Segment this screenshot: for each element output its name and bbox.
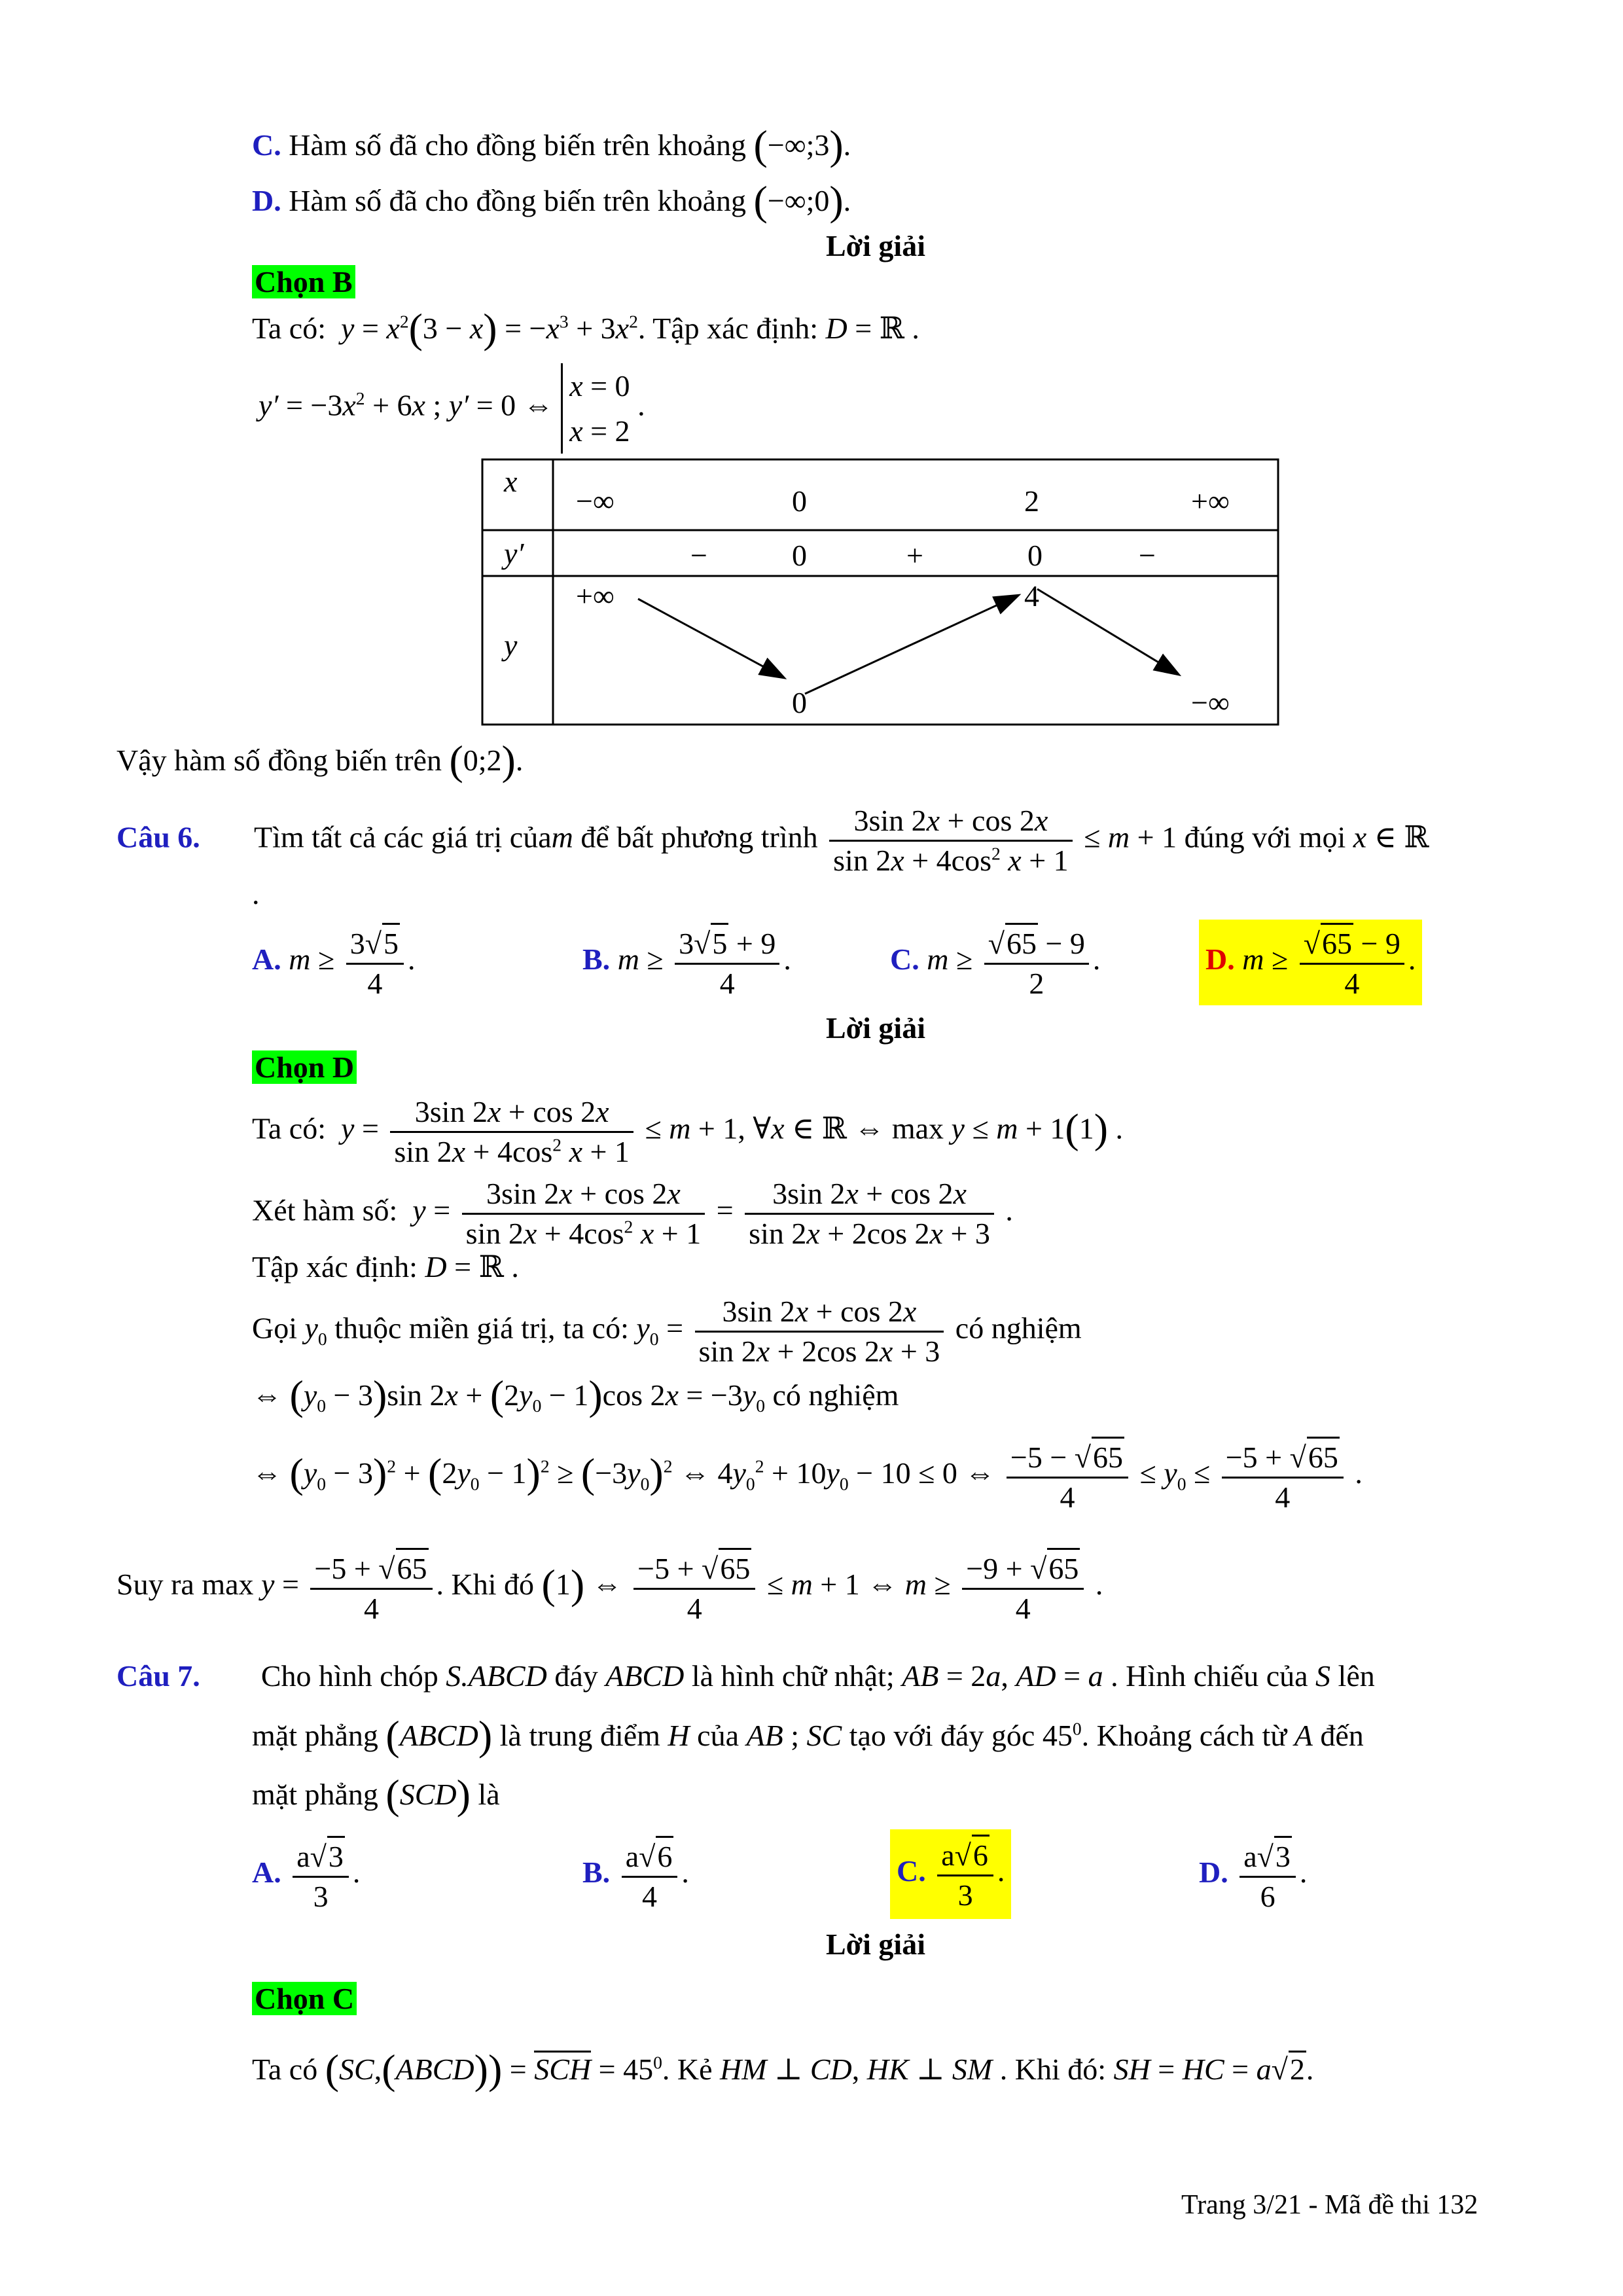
q6-stem: Câu 6. Tìm tất cả các giá trị củam để bất phương trình $\frac{3\sin 2x + \cos 2x}{\sin 2x + 4\cos^2 x + 1}$ ≤ m + 1 đúng với mọi x ∈ ℝ — [116, 802, 1429, 879]
q7-stem-line-1: Câu 7. Cho hình chóp S.ABCD đáy ABCD là hình chữ nhật; AB = 2a, AD = a . Hình chiếu của S lên — [116, 1659, 1375, 1693]
table-yp-value: − — [1139, 539, 1156, 572]
q5-line-1: Ta có: $y = x^2(3 - x) = -x^3 + 3x^2$. Tập xác định: D = ℝ . — [252, 305, 919, 351]
q6-solution-line-3: Tập xác định: D = ℝ . — [252, 1250, 519, 1283]
arrow-decreasing-2 — [1037, 589, 1178, 674]
q6-option-b: B. m ≥ $\frac{3√5 + 9}{4}$ . — [582, 923, 791, 1002]
q6-solution-title: Lời giải — [826, 1011, 925, 1045]
q6-solution-line-4: Gọi $y_0$ thuộc miền giá trị, ta có: $y_0$ = $\frac{3\sin 2x + \cos 2x}{\sin 2x + 2\cos 2x + 3}$ có nghiệm — [252, 1293, 1082, 1370]
table-y-value: −∞ — [1191, 686, 1230, 719]
table-x-value: −∞ — [576, 484, 615, 518]
table-x-label: x — [504, 465, 518, 498]
table-y-value: +∞ — [576, 579, 615, 613]
q7-option-c-correct: C. $\frac{a√6}{3}$ . — [890, 1829, 1011, 1919]
q6-option-c: C. m ≥ $\frac{√65 - 9}{2}$ . — [890, 923, 1100, 1002]
q6-choice-badge: Chọn D — [252, 1050, 357, 1085]
q6-stem-period: . — [252, 877, 260, 910]
q5-line-2: $y' = -3x^2 + 6x$ ; y′ = 0 ⇔ x = 0 x = 2 . — [259, 363, 645, 454]
q6-solution-line-5: ⇔ $(y_0 - 3)\sin$ $2x + (2y_0 - 1)\cos$ $2x = -3y_0$ có nghiệm — [252, 1372, 899, 1418]
q6-solution-line-1: Ta có: y = $\frac{3\sin 2x + \cos 2x}{\sin 2x + 4\cos^2 x + 1}$ ≤ m + 1, ∀x ∈ ℝ ⇔ max y ≤ m + 1(1) . — [252, 1093, 1123, 1170]
q7-solution-line-1: Ta có (SC,(ABCD)) = SCH = $45^0$. Kẻ HM ⊥ CD, HK ⊥ SM . Khi đó: SH = HC = a√2. — [252, 2046, 1314, 2092]
q5-solution-title: Lời giải — [826, 229, 925, 262]
arrow-increasing — [805, 596, 1018, 694]
table-yp-label: y′ — [504, 537, 524, 570]
q7-option-a: A. $\frac{a√3}{3}$ . — [252, 1836, 360, 1915]
q5-option-c: C. Hàm số đã cho đồng biến trên khoảng (−∞;3). — [252, 122, 851, 168]
q6-solution-line-2: Xét hàm số: y = $\frac{3\sin 2x + \cos 2x}{\sin 2x + 4\cos^2 x + 1}$ = $\frac{3\sin 2x + \cos 2x}{\sin 2x + 2\cos 2x + 3}$ . — [252, 1175, 1013, 1252]
q7-choice-badge: Chọn C — [252, 1982, 357, 2017]
page-footer: Trang 3/21 - Mã đề thi 132 — [1181, 2190, 1478, 2220]
q5-option-d: D. Hàm số đã cho đồng biến trên khoảng (−∞;0). — [252, 177, 851, 224]
table-y-value: 0 — [792, 686, 807, 719]
table-yp-value: − — [690, 539, 707, 572]
q7-stem-line-3: mặt phẳng (SCD) là — [252, 1771, 500, 1818]
table-x-value: 0 — [792, 484, 807, 518]
arrow-decreasing-1 — [638, 599, 783, 677]
q7-solution-title: Lời giải — [826, 1928, 925, 1961]
q6-solution-line-6: ⇔ $(y_0 - 3)^2 + (2y_0 - 1)^2 \ge (-3y_0)^2$ ⇔ $4y_0^2 + 10y_0 - 10 \le 0$ ⇔ $\frac{-5 - √65}{4}$ ≤ $y_0$ ≤ $\frac{-5 + √65}{4}$ . — [252, 1437, 1363, 1516]
q6-solution-line-7: Suy ra max y = $\frac{-5 + √65}{4}$ . Khi đó (1) ⇔ $\frac{-5 + √65}{4}$ ≤ m + 1 ⇔ m ≥ $\frac{-9 + √65}{4}$ . — [116, 1548, 1103, 1627]
table-x-value: 2 — [1024, 484, 1039, 518]
q5-conclusion: Vậy hàm số đồng biến trên (0;2). — [116, 737, 524, 783]
table-y-label: y — [504, 628, 518, 662]
q7-option-b: B. $\frac{a√6}{4}$ . — [582, 1836, 689, 1915]
table-yp-value: + — [906, 539, 923, 572]
q6-option-d-correct: D. m ≥ $\frac{√65 - 9}{4}$ . — [1199, 920, 1422, 1005]
table-y-value: 4 — [1024, 579, 1039, 613]
table-yp-value: 0 — [1027, 539, 1043, 572]
q7-stem-line-2: mặt phẳng (ABCD) là trung điểm H của AB ; SC tạo với đáy góc $45^0$. Khoảng cách từ A đến — [252, 1712, 1364, 1759]
table-x-value: +∞ — [1191, 484, 1230, 518]
q7-option-d: D. $\frac{a√3}{6}$ . — [1199, 1836, 1307, 1915]
q5-choice-badge: Chọn B — [252, 265, 355, 300]
table-yp-value: 0 — [792, 539, 807, 572]
q6-option-a: A. m ≥ $\frac{3√5}{4}$ . — [252, 923, 415, 1002]
